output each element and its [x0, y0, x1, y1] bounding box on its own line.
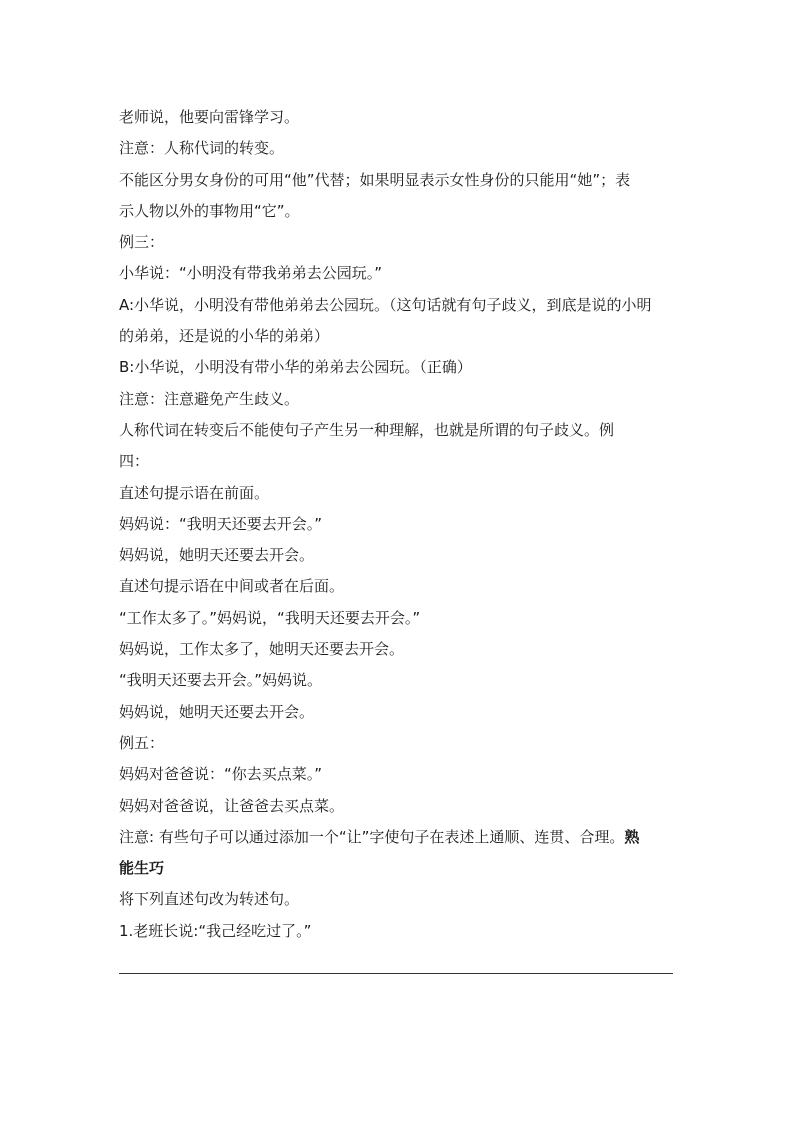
text-line-15: 妈妈说，她明天还要去开会。 [119, 546, 315, 565]
text-line-19: “我明天还要去开会。”妈妈说。 [119, 671, 323, 690]
text-line-14: 妈妈说：“我明天还要去开会。” [119, 514, 323, 533]
text-line-3: 不能区分男女身份的可用“他”代替；如果明显表示女性身份的只能用“她”；表 [119, 170, 631, 189]
exercise-instruction: 将下列直述句改为转述句。 [119, 890, 300, 909]
text-line-8: 的弟弟，还是说的小华的弟弟） [119, 327, 330, 346]
text-line-21: 例五： [119, 733, 165, 752]
text-line-10: 注意：注意避免产生歧义。 [119, 389, 300, 408]
text-line-6: 小华说：“小明没有带我弟弟去公园玩。” [119, 264, 383, 283]
text-line-22: 妈妈对爸爸说：“你去买点菜。” [119, 765, 323, 784]
text-line-4: 示人物以外的事物用“它”。 [119, 201, 300, 220]
text-line-20: 妈妈说，她明天还要去开会。 [119, 702, 315, 721]
text-line-7: A:小华说，小明没有带他弟弟去公园玩。（这句话就有句子歧义，到底是说的小明 [119, 295, 652, 314]
answer-line [119, 973, 673, 974]
text-line-16: 直述句提示语在中间或者在后面。 [119, 577, 345, 596]
text-line-24 [119, 822, 685, 853]
note-text: 注意: 有些句子可以通过添加一个“让”字使句子在表述上通顺、连贯、合理。 [119, 827, 625, 846]
text-line-17: “工作太多了。”妈妈说，“我明天还要去开会。” [119, 608, 421, 627]
section-heading-start: 熟 [624, 827, 640, 846]
text-line-11: 人称代词在转变后不能使句子产生另一种理解，也就是所谓的句子歧义。例 [119, 420, 615, 439]
document-body [119, 102, 685, 947]
text-line-23: 妈妈对爸爸说，让爸爸去买点菜。 [119, 796, 345, 815]
text-line-1: 老师说，他要向雷锋学习。 [119, 108, 300, 126]
text-line-12: 四： [119, 452, 150, 471]
text-line-9: B:小华说，小明没有带小华的弟弟去公园玩。（正确） [119, 358, 472, 377]
text-line-13: 直述句提示语在前面。 [119, 483, 270, 502]
exercise-item-1: 1.老班长说:“我己经吃过了。” [119, 921, 312, 940]
text-line-5: 例三： [119, 233, 165, 252]
text-line-18: 妈妈说，工作太多了，她明天还要去开会。 [119, 640, 405, 659]
section-heading-end: 能生巧 [119, 859, 165, 878]
text-line-2: 注意：人称代词的转变。 [119, 139, 285, 158]
